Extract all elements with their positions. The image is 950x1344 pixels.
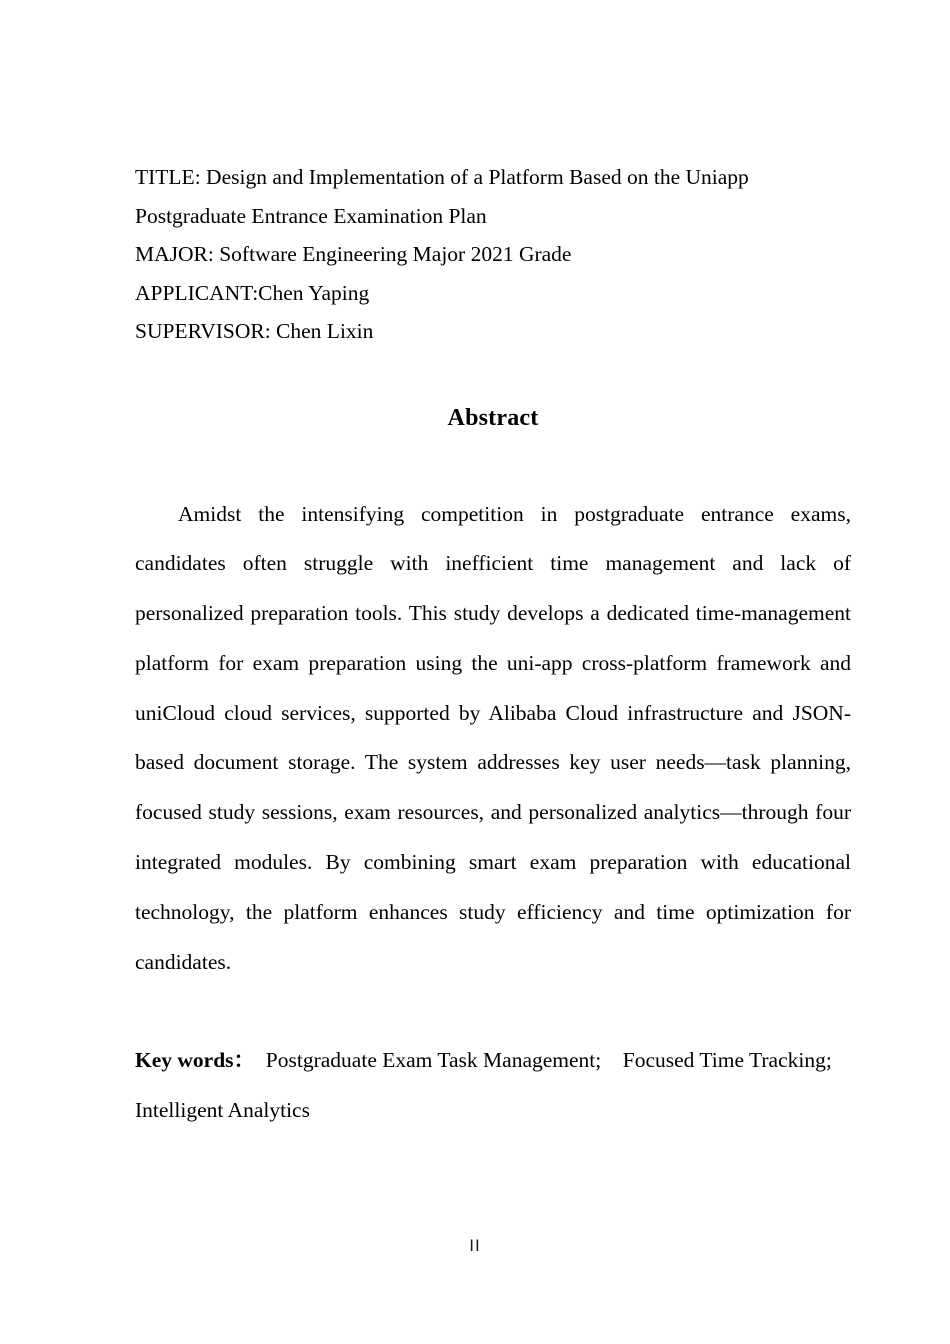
meta-line-title: TITLE: Design and Implementation of a Platform Based on the Uniapp xyxy=(135,165,749,189)
abstract-heading: Abstract xyxy=(447,404,539,431)
keywords-label: Key words： xyxy=(135,1048,256,1073)
page-number: II xyxy=(469,1236,481,1255)
abstract-body-paragraph: Amidst the intensifying competition in postgraduate entrance exams, candidates often struggle with inefficient time management and lack of personalized preparation tools. This study develops a dedicated time-management platform for exam preparation using the uni-app cross-platform framework and uniCloud cloud services, supported by Alibaba Cloud infrastructure and JSON-based document storage. The system addresses key user needs—task planning, focused study sessions, exam resources, and personalized analytics—through four integrated modules. By combining smart exam preparation with educational technology, the platform enhances study efficiency and time optimization for candidates. xyxy=(135,501,851,974)
thesis-metadata-block xyxy=(135,158,851,351)
keywords-section xyxy=(135,1036,851,1136)
page-content xyxy=(135,0,851,1136)
meta-line-applicant: APPLICANT:Chen Yaping xyxy=(135,280,370,305)
meta-line-major: MAJOR: Software Engineering Major 2021 Grade xyxy=(135,242,572,266)
keywords-values: Postgraduate Exam Task Management; Focused Time Tracking; Intelligent Analytics xyxy=(135,1048,838,1123)
meta-line-supervisor: SUPERVISOR: Chen Lixin xyxy=(135,319,374,343)
meta-line-title-continued: Postgraduate Entrance Examination Plan xyxy=(135,203,487,228)
